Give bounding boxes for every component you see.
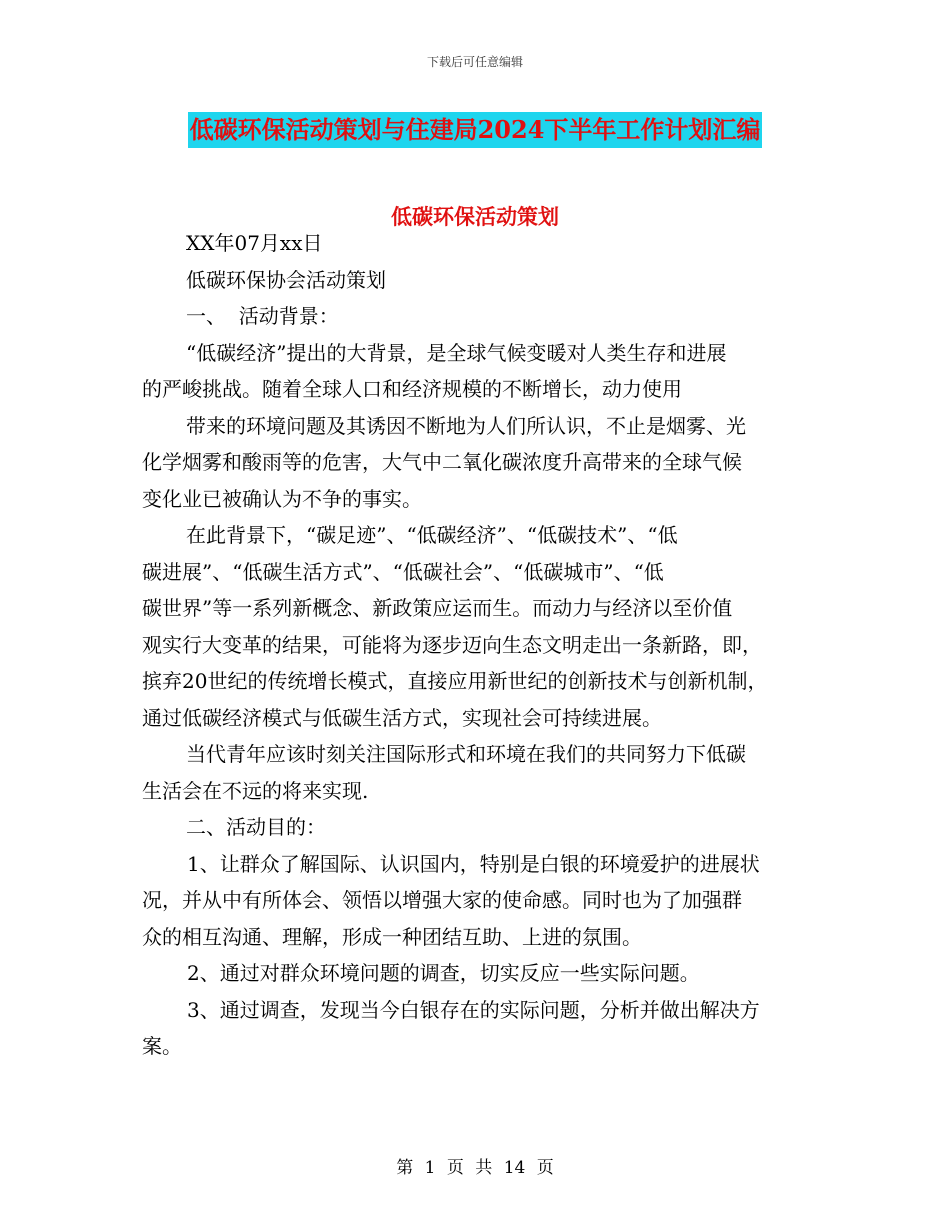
text-line: 变化业已被确认为不争的事实。 <box>142 486 422 511</box>
section-title: 低碳环保活动策划 <box>391 204 559 229</box>
list-item: 1、让群众了解国际、认识国内，特别是白银的环境爱护的进展状 <box>187 851 760 876</box>
text-line: 低碳环保协会活动策划 <box>186 267 386 292</box>
text-line: 观实行大变革的结果，可能将为逐步迈向生态文明走出一条新路，即， <box>142 632 762 657</box>
text-line: 通过低碳经济模式与低碳生活方式，实现社会可持续进展。 <box>142 705 662 730</box>
text-line: “低碳经济”提出的大背景，是全球气候变暖对人类生存和进展 <box>186 340 727 365</box>
text-line: 的严峻挑战。随着全球人口和经济规模的不断增长，动力使用 <box>142 377 682 401</box>
text-line: 化学烟雾和酸雨等的危害，大气中二氧化碳浓度升高带来的全球气候 <box>142 450 742 474</box>
document-title-container <box>0 112 950 148</box>
list-item: 2、通过对群众环境问题的调查，切实反应一些实际问题。 <box>187 961 700 985</box>
page-number: 第 1 页 共 14 页 <box>396 1158 554 1178</box>
document-body <box>142 225 814 1065</box>
text-line: 况，并从中有所体会、领悟以增强大家的使命感。同时也为了加强群 <box>142 888 742 912</box>
text-line: 生活会在不远的将来实现. <box>142 778 369 803</box>
heading-background: 一、 活动背景： <box>186 304 339 328</box>
text-line: 当代青年应该时刻关注国际形式和环境在我们的共同努力下低碳 <box>186 742 746 766</box>
page-header-note: 下载后可任意编辑 <box>426 55 523 69</box>
text-line: 在此背景下，“碳足迹”、“低碳经济”、“低碳技术”、“低 <box>186 523 678 547</box>
text-line: 碳进展”、“低碳生活方式”、“低碳社会”、“低碳城市”、“低 <box>142 559 664 584</box>
text-line: 摈弃20世纪的传统增长模式，直接应用新世纪的创新技术与创新机制， <box>142 669 768 693</box>
text-line: 众的相互沟通、理解，形成一种团结互助、上进的氛围。 <box>142 924 642 949</box>
date-line: XX年07月xx日 <box>186 231 323 255</box>
heading-purpose: 二、活动目的： <box>186 815 326 839</box>
text-line: 碳世界”等一系列新概念、新政策应运而生。而动力与经济以至价值 <box>142 596 733 620</box>
list-item: 3、通过调查，发现当今白银存在的实际问题，分析并做出解决方 <box>187 997 760 1022</box>
document-title: 低碳环保活动策划与住建局2024下半年工作计划汇编 <box>188 112 763 148</box>
text-line: 带来的环境问题及其诱因不断地为人们所认识，不止是烟雾、光 <box>186 413 746 438</box>
text-line: 案。 <box>142 1034 182 1058</box>
